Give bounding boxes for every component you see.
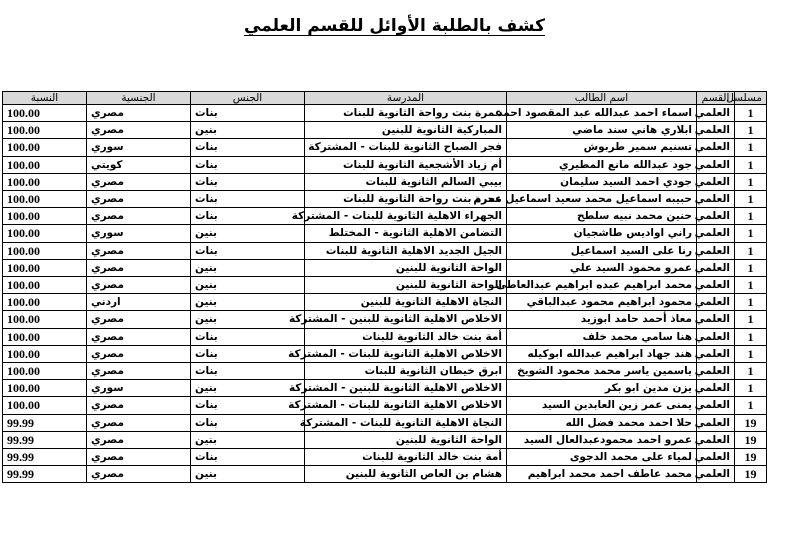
table-row — [3, 208, 767, 225]
cell-percentage: 100.00 — [3, 225, 87, 242]
cell-percentage: 100.00 — [3, 105, 87, 122]
cell-gender: بنات — [191, 139, 305, 156]
cell-school: الاخلاص الاهلية الثانوية للبنين - المشتركة — [305, 380, 507, 397]
cell-school: فجر الصباح الثانوية للبنات - المشتركة — [305, 139, 507, 156]
cell-department: العلمي — [697, 345, 735, 362]
col-header-school: المدرسة — [305, 92, 507, 105]
cell-nationality: مصري — [87, 277, 191, 294]
table-row — [3, 311, 767, 328]
cell-gender: بنات — [191, 345, 305, 362]
table-row — [3, 397, 767, 414]
cell-serial: 1 — [735, 345, 767, 362]
cell-department: العلمي — [697, 173, 735, 190]
cell-gender: بنات — [191, 397, 305, 414]
cell-school: عمرة بنت رواحة الثانوية للبنات — [305, 191, 507, 208]
table-row — [3, 225, 767, 242]
cell-student-name: هنا سامي محمد خلف — [507, 328, 697, 345]
cell-serial: 1 — [735, 122, 767, 139]
table-row — [3, 449, 767, 466]
cell-department: العلمي — [697, 380, 735, 397]
col-header-nationality: الجنسية — [87, 92, 191, 105]
cell-percentage: 100.00 — [3, 380, 87, 397]
table-row — [3, 156, 767, 173]
cell-student-name: ابلاري هاني سند ماضي — [507, 122, 697, 139]
cell-gender: بنات — [191, 242, 305, 259]
cell-serial: 1 — [735, 294, 767, 311]
cell-school: ابرق خيطان الثانوية للبنات — [305, 363, 507, 380]
cell-percentage: 99.99 — [3, 414, 87, 431]
cell-gender: بنات — [191, 208, 305, 225]
cell-student-name: لمياء على محمد الدجوى — [507, 449, 697, 466]
cell-student-name: محمد ابراهيم عبده ابراهيم عبدالعاطى — [507, 277, 697, 294]
table-row — [3, 431, 767, 448]
cell-serial: 1 — [735, 105, 767, 122]
cell-serial: 19 — [735, 414, 767, 431]
cell-school: الواحة الثانوية للبنين — [305, 431, 507, 448]
cell-school: الجيل الجديد الاهلية الثانوية للبنات — [305, 242, 507, 259]
cell-school: بيبي السالم الثانوية للبنات — [305, 173, 507, 190]
cell-nationality: سوري — [87, 225, 191, 242]
cell-student-name: جود عبدالله مانع المطيري — [507, 156, 697, 173]
table-row — [3, 191, 767, 208]
cell-percentage: 100.00 — [3, 294, 87, 311]
cell-percentage: 100.00 — [3, 363, 87, 380]
cell-nationality: اردني — [87, 294, 191, 311]
cell-gender: بنين — [191, 431, 305, 448]
cell-student-name: عمرو محمود السيد علي — [507, 259, 697, 276]
cell-school: أمة بنت خالد الثانوية للبنات — [305, 449, 507, 466]
cell-serial: 1 — [735, 156, 767, 173]
cell-school: النجاة الاهلية الثانوية للبنين — [305, 294, 507, 311]
cell-gender: بنين — [191, 466, 305, 483]
cell-school: المباركية الثانوية للبنين — [305, 122, 507, 139]
table-row — [3, 242, 767, 259]
cell-nationality: مصري — [87, 259, 191, 276]
cell-student-name: رنا على السيد اسماعيل — [507, 242, 697, 259]
cell-student-name: جودي احمد السيد سليمان — [507, 173, 697, 190]
cell-nationality: كويتي — [87, 156, 191, 173]
cell-percentage: 100.00 — [3, 277, 87, 294]
cell-student-name: ياسمين ياسر محمد محمود الشويخ — [507, 363, 697, 380]
cell-serial: 19 — [735, 449, 767, 466]
cell-gender: بنات — [191, 105, 305, 122]
cell-gender: بنات — [191, 328, 305, 345]
cell-serial: 19 — [735, 431, 767, 448]
table-row — [3, 259, 767, 276]
cell-nationality: سوري — [87, 380, 191, 397]
cell-school: الواحة الثانوية للبنين — [305, 277, 507, 294]
cell-school: عمرة بنت رواحة الثانوية للبنات — [305, 105, 507, 122]
cell-department: العلمي — [697, 139, 735, 156]
table-row — [3, 363, 767, 380]
cell-gender: بنين — [191, 311, 305, 328]
cell-department: العلمي — [697, 242, 735, 259]
cell-school: الجهراء الاهلية الثانوية للبنات - المشتركة — [305, 208, 507, 225]
cell-department: العلمي — [697, 277, 735, 294]
cell-school: أم زياد الأشجعية الثانوية للبنات — [305, 156, 507, 173]
cell-student-name: حلا احمد محمد فضل الله — [507, 414, 697, 431]
table-row — [3, 173, 767, 190]
cell-gender: بنات — [191, 449, 305, 466]
cell-percentage: 100.00 — [3, 139, 87, 156]
cell-nationality: مصري — [87, 208, 191, 225]
cell-school: الاخلاص الاهلية الثانوية للبنين - المشتركة — [305, 311, 507, 328]
cell-department: العلمي — [697, 397, 735, 414]
cell-serial: 19 — [735, 466, 767, 483]
cell-serial: 1 — [735, 328, 767, 345]
cell-gender: بنات — [191, 191, 305, 208]
cell-department: العلمي — [697, 431, 735, 448]
table-row — [3, 277, 767, 294]
table-row — [3, 345, 767, 362]
cell-department: العلمي — [697, 466, 735, 483]
cell-student-name: حبيبه اسماعيل محمد سعيد اسماعيل محرم — [507, 191, 697, 208]
cell-department: العلمي — [697, 363, 735, 380]
cell-gender: بنات — [191, 156, 305, 173]
cell-department: العلمي — [697, 225, 735, 242]
cell-school: الاخلاص الاهلية الثانوية للبنات - المشتركة — [305, 345, 507, 362]
cell-gender: بنين — [191, 122, 305, 139]
cell-gender: بنين — [191, 259, 305, 276]
cell-percentage: 100.00 — [3, 242, 87, 259]
cell-department: العلمي — [697, 122, 735, 139]
cell-student-name: معاذ أحمد حامد ابوزيد — [507, 311, 697, 328]
col-header-department: القسم — [697, 92, 735, 105]
cell-percentage: 99.99 — [3, 431, 87, 448]
cell-nationality: مصري — [87, 173, 191, 190]
cell-school: أمة بنت خالد الثانوية للبنات — [305, 328, 507, 345]
cell-student-name: يمنى عمر زين العابدين السيد — [507, 397, 697, 414]
cell-nationality: مصري — [87, 397, 191, 414]
cell-student-name: راني اواديس طاشجيان — [507, 225, 697, 242]
cell-department: العلمي — [697, 259, 735, 276]
cell-department: العلمي — [697, 156, 735, 173]
cell-gender: بنات — [191, 173, 305, 190]
cell-student-name: محمود ابراهيم محمود عبدالباقي — [507, 294, 697, 311]
cell-nationality: مصري — [87, 311, 191, 328]
cell-nationality: مصري — [87, 122, 191, 139]
cell-serial: 1 — [735, 259, 767, 276]
cell-nationality: مصري — [87, 466, 191, 483]
cell-percentage: 100.00 — [3, 328, 87, 345]
cell-gender: بنات — [191, 363, 305, 380]
table-row — [3, 122, 767, 139]
cell-gender: بنين — [191, 380, 305, 397]
cell-school: التضامن الاهلية الثانوية - المختلط — [305, 225, 507, 242]
students-sheet — [2, 91, 766, 483]
cell-nationality: مصري — [87, 328, 191, 345]
table-row — [3, 139, 767, 156]
cell-serial: 1 — [735, 311, 767, 328]
cell-nationality: مصري — [87, 345, 191, 362]
cell-serial: 1 — [735, 380, 767, 397]
cell-serial: 1 — [735, 242, 767, 259]
cell-student-name: هند جهاد ابراهيم عبدالله ابوكيله — [507, 345, 697, 362]
cell-department: العلمي — [697, 311, 735, 328]
cell-percentage: 100.00 — [3, 122, 87, 139]
table-row — [3, 380, 767, 397]
cell-serial: 1 — [735, 363, 767, 380]
cell-percentage: 100.00 — [3, 259, 87, 276]
cell-student-name: اسماء احمد عبدالله عبد المقصود احمد — [507, 105, 697, 122]
cell-nationality: مصري — [87, 414, 191, 431]
cell-department: العلمي — [697, 328, 735, 345]
cell-student-name: محمد عاطف احمد محمد ابراهيم — [507, 466, 697, 483]
cell-school: الاخلاص الاهلية الثانوية للبنات - المشتركة — [305, 397, 507, 414]
cell-school: الواحة الثانوية للبنين — [305, 259, 507, 276]
cell-percentage: 100.00 — [3, 345, 87, 362]
col-header-serial: مسلسل — [735, 92, 767, 105]
table-body — [3, 105, 767, 483]
cell-percentage: 100.00 — [3, 191, 87, 208]
cell-gender: بنين — [191, 225, 305, 242]
cell-serial: 1 — [735, 225, 767, 242]
cell-serial: 1 — [735, 277, 767, 294]
table-row — [3, 294, 767, 311]
cell-serial: 1 — [735, 173, 767, 190]
title-text: كشف بالطلبة الأوائل للقسم العلمي — [244, 16, 545, 36]
cell-school: هشام بن العاص الثانوية للبنين — [305, 466, 507, 483]
cell-nationality: مصري — [87, 242, 191, 259]
col-header-student-name: اسم الطالب — [507, 92, 697, 105]
table-row — [3, 105, 767, 122]
cell-percentage: 100.00 — [3, 397, 87, 414]
cell-serial: 1 — [735, 191, 767, 208]
cell-school: النجاة الاهلية الثانوية للبنات - المشتركة — [305, 414, 507, 431]
cell-department: العلمي — [697, 294, 735, 311]
cell-percentage: 99.99 — [3, 449, 87, 466]
cell-gender: بنين — [191, 277, 305, 294]
cell-department: العلمي — [697, 105, 735, 122]
cell-percentage: 99.99 — [3, 466, 87, 483]
cell-serial: 1 — [735, 397, 767, 414]
header-row — [3, 92, 767, 105]
students-table — [2, 91, 767, 483]
cell-nationality: مصري — [87, 105, 191, 122]
cell-student-name: يزن مدين ابو بكر — [507, 380, 697, 397]
cell-nationality: مصري — [87, 363, 191, 380]
col-header-gender: الجنس — [191, 92, 305, 105]
cell-gender: بنين — [191, 294, 305, 311]
table-row — [3, 466, 767, 483]
cell-student-name: عمرو احمد محمودعبدالعال السيد — [507, 431, 697, 448]
table-row — [3, 328, 767, 345]
cell-department: العلمي — [697, 414, 735, 431]
cell-department: العلمي — [697, 191, 735, 208]
cell-percentage: 100.00 — [3, 156, 87, 173]
cell-nationality: سوري — [87, 139, 191, 156]
cell-student-name: حنين محمد نبيه سلطح — [507, 208, 697, 225]
cell-serial: 1 — [735, 208, 767, 225]
cell-student-name: تسنيم سمير طربوش — [507, 139, 697, 156]
cell-serial: 1 — [735, 139, 767, 156]
col-header-percentage: النسبة — [3, 92, 87, 105]
table-row — [3, 414, 767, 431]
cell-department: العلمي — [697, 208, 735, 225]
cell-nationality: مصري — [87, 191, 191, 208]
cell-percentage: 100.00 — [3, 311, 87, 328]
cell-department: العلمي — [697, 449, 735, 466]
cell-percentage: 100.00 — [3, 208, 87, 225]
cell-gender: بنات — [191, 414, 305, 431]
cell-nationality: مصري — [87, 449, 191, 466]
page-title — [0, 16, 789, 36]
cell-nationality: مصري — [87, 431, 191, 448]
cell-percentage: 100.00 — [3, 173, 87, 190]
